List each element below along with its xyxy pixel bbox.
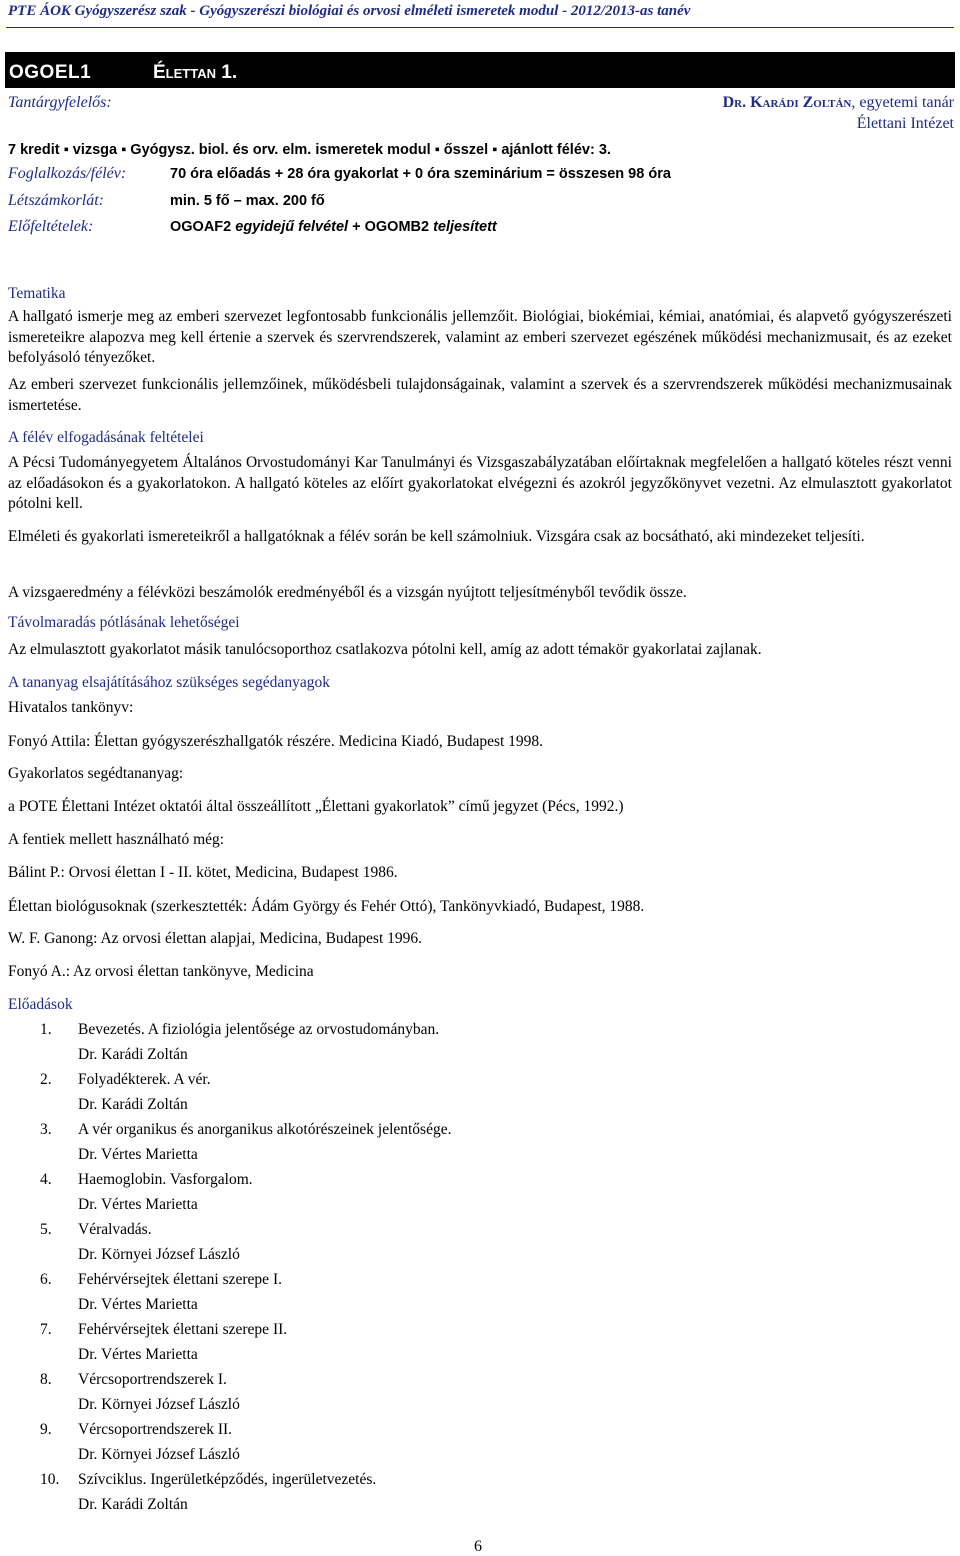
book-3: Bálint P.: Orvosi élettan I - II. kötet, Medicina, Budapest 1986. [8,864,398,881]
lecture-lecturer: Dr. Környei József László [78,1396,240,1413]
lecture-number: 5. [40,1221,52,1238]
felev-heading: A félév elfogadásának feltételei [8,429,204,446]
lecture-number: 10. [40,1471,60,1488]
lecture-number: 8. [40,1371,52,1388]
lecture-title: A vér organikus és anorganikus alkotórészeinek jelentősége. [78,1121,452,1138]
lecture-number: 4. [40,1171,52,1188]
course-code: OGOEL1 [9,62,92,83]
course-title-bar [5,52,955,88]
department: Élettani Intézet [856,115,954,132]
fentiek-label: A fentiek mellett használható még: [8,831,225,848]
lecture-lecturer: Dr. Vértes Marietta [78,1296,198,1313]
lecture-title: Fehérvérsejtek élettani szerepe II. [78,1321,288,1338]
responsible-label: Tantárgyfelelős: [8,94,112,111]
lecture-title: Szívciklus. Ingerületképződés, ingerületvezetés. [78,1471,377,1488]
lecture-lecturer: Dr. Karádi Zoltán [78,1046,188,1063]
lecture-lecturer: Dr. Környei József László [78,1446,240,1463]
lecture-title: Haemoglobin. Vasforgalom. [78,1171,253,1188]
lecture-lecturer: Dr. Karádi Zoltán [78,1096,188,1113]
felev-paragraph-2: Elméleti és gyakorlati ismereteikről a hallgatóknak a félév során be kell számolniuk. Vizsgára csak az bocsátható, aki mindezeket teljesíti. [8,528,865,545]
felev-paragraph-3: A vizsgaeredmény a félévközi beszámolók eredményéből és a vizsgán nyújtott teljesítményből tevődik össze. [8,584,687,601]
book-2: a POTE Élettani Intézet oktatói által összeállított „Élettani gyakorlatok” című jegyzet (Pécs, 1992.) [8,798,624,815]
tematika-paragraph-2: Az emberi szervezet funkcionális jellemzőinek, működésbeli tulajdonságainak, valamint a szervek és a szervrendszerek működési mechanizmusainak ismertetése. [8,376,952,414]
prereq-condition-2: teljesített [429,219,497,235]
running-header: PTE ÁOK Gyógyszerész szak - Gyógyszerészi biológiai és orvosi elméleti ismeretek modul - 2012/2013-as tanév [8,3,691,19]
lecture-title: Véralvadás. [78,1221,152,1238]
hours-label: Foglalkozás/félév: [8,165,127,182]
lecture-lecturer: Dr. Vértes Marietta [78,1196,198,1213]
limit-label: Létszámkorlát: [8,192,104,209]
book-4: Élettan biológusoknak (szerkesztették: Ádám György és Fehér Ottó), Tankönyvkiadó, Budapest, 1988. [8,898,645,915]
lecture-number: 6. [40,1271,52,1288]
tavol-heading: Távolmaradás pótlásának lehetőségei [8,614,240,631]
lecture-number: 2. [40,1071,52,1088]
prereq-code-1: OGOAF2 [170,219,232,235]
felev-paragraph-1: A Pécsi Tudományegyetem Általános Orvostudományi Kar Tanulmányi és Vizsgaszabályzatában előírtaknak megfelelően a hallgató köteles részt venni az előadásokon és a gyakorlatokon. A hallgató köteles az előírt gyakorlatokat elvégezni és azokról jegyzőkönyvet vezetni. Az elmulasztott gyakorlatot pótolni kell. [8,454,952,512]
lecture-number: 7. [40,1321,52,1338]
book-1: Fonyó Attila: Élettan gyógyszerészhallgatók részére. Medicina Kiadó, Budapest 1998. [8,733,544,750]
credits-line: 7 kredit ▪ vizsga ▪ Gyógysz. biol. és orv. elm. ismeretek modul ▪ ősszel ▪ ajánlott félév: 3. [8,142,611,158]
tematika-heading: Tematika [8,285,66,302]
lecture-title: Fehérvérsejtek élettani szerepe I. [78,1271,282,1288]
tananyag-heading: A tananyag elsajátításához szükséges segédanyagok [8,674,330,691]
course-title: Élettan 1. [153,62,238,83]
lecture-lecturer: Dr. Környei József László [78,1246,240,1263]
hours-value: 70 óra előadás + 28 óra gyakorlat + 0 óra szeminárium = összesen 98 óra [170,166,671,182]
prereq-condition-1: egyidejű felvétel [231,219,349,235]
prereq-value [170,219,497,235]
lecture-title: Folyadékterek. A vér. [78,1071,211,1088]
lecture-title: Vércsoportrendszerek I. [78,1371,227,1388]
page-number: 6 [474,1538,482,1555]
responsible-name: Dr. Karádi Zoltán [722,94,852,111]
gyakorlatos-label: Gyakorlatos segédtananyag: [8,765,184,782]
book-5: W. F. Ganong: Az orvosi élettan alapjai, Medicina, Budapest 1996. [8,930,423,947]
lecture-number: 9. [40,1421,52,1438]
limit-value: min. 5 fő – max. 200 fő [170,193,325,209]
lecture-lecturer: Dr. Karádi Zoltán [78,1496,188,1513]
hivatalos-label: Hivatalos tankönyv: [8,699,134,716]
lecture-number: 1. [40,1021,52,1038]
header-rule [6,27,954,28]
lecture-title: Bevezetés. A fiziológia jelentősége az orvostudományban. [78,1021,440,1038]
lecture-number: 3. [40,1121,52,1138]
prereq-label: Előfeltételek: [8,218,94,235]
responsible [723,94,954,112]
prereq-code-2: OGOMB2 [364,219,430,235]
prereq-plus: + [348,219,365,235]
tavol-paragraph: Az elmulasztott gyakorlatot másik tanulócsoporthoz csatlakozva pótolni kell, amíg az adott témakör gyakorlatai zajlanak. [8,641,762,658]
responsible-rank: , egyetemi tanár [851,94,954,111]
lecture-lecturer: Dr. Vértes Marietta [78,1346,198,1363]
book-6: Fonyó A.: Az orvosi élettan tankönyve, Medicina [8,963,314,980]
eloadasok-heading: Előadások [8,996,73,1013]
lecture-lecturer: Dr. Vértes Marietta [78,1146,198,1163]
lecture-title: Vércsoportrendszerek II. [78,1421,233,1438]
tematika-paragraph-1: A hallgató ismerje meg az emberi szervezet legfontosabb funkcionális jellemzőit. Biológiai, biokémiai, kémiai, anatómiai, és alapvető gyógyszerészeti ismereteikre alapozva meg kell értenie a szervek és szervrendszerek, valamint az emberi szervezet egészének működési mechanizmusait, és az ezeket befolyásoló tényezőket. [8,308,952,366]
